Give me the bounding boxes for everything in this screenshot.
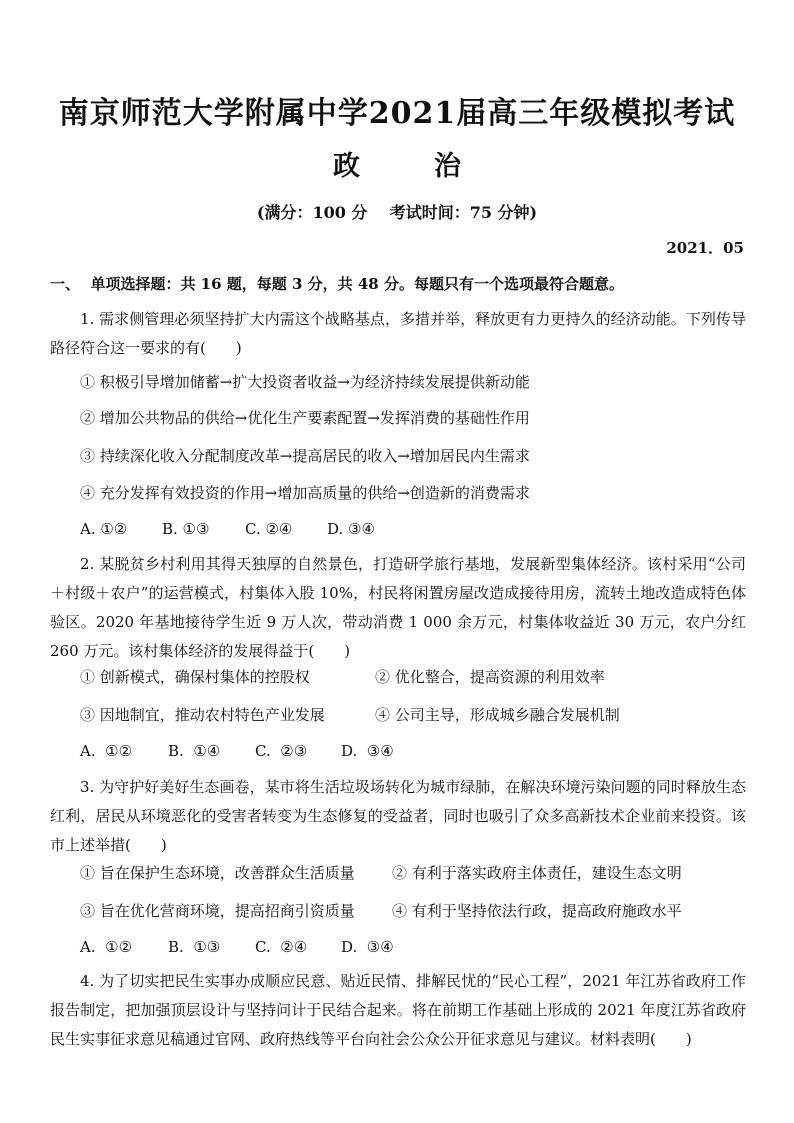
question-1-choice-a: A. ①②: [80, 520, 128, 538]
question-3-choice-c: C. ②④: [255, 938, 308, 956]
question-2-option-1: ① 创新模式，确保村集体的控股权: [80, 668, 310, 686]
question-2-option-2: ② 优化整合，提高资源的利用效率: [375, 668, 605, 686]
question-1-option-1: ① 积极引导增加储蓄→扩大投资者收益→为经济持续发展提供新动能: [80, 373, 530, 391]
question-2-option-3: ③ 因地制宜，推动农村特色产业发展: [80, 706, 325, 724]
section-heading: 一、 单项选择题：共 16 题，每题 3 分，共 48 分。每题只有一个选项最符合题意。: [50, 275, 624, 293]
exam-meta: (满分：100 分 考试时间：75 分钟): [256, 203, 538, 222]
question-1-choice-c: C. ②④: [245, 520, 293, 538]
question-3-choice-a: A. ①②: [80, 938, 133, 956]
question-3-option-4: ④ 有利于坚持依法行政，提高政府施政水平: [392, 902, 682, 920]
subject-char-2: 治: [434, 151, 461, 182]
question-3-option-2: ② 有利于落实政府主体责任，建设生态文明: [392, 864, 682, 882]
question-1-choice-b: B. ①③: [162, 520, 210, 538]
question-1-option-3: ③ 持续深化收入分配制度改革→提高居民的收入→增加居民内生需求: [80, 447, 530, 465]
question-1-option-4: ④ 充分发挥有效投资的作用→增加高质量的供给→创造新的消费需求: [80, 484, 530, 502]
question-3-option-1: ① 旨在保护生态环境，改善群众生活质量: [80, 864, 355, 882]
question-2-option-4: ④ 公司主导，形成城乡融合发展机制: [375, 706, 620, 724]
question-3-choice-d: D. ③④: [341, 938, 394, 956]
question-1-option-2: ② 增加公共物品的供给→优化生产要素配置→发挥消费的基础性作用: [80, 409, 530, 427]
question-1-stem: 1. 需求侧管理必须坚持扩大内需这个战略基点，多措并举，释放更有力更持久的经济动能。下列传导路径符合这一要求的有( ): [50, 310, 746, 357]
question-2-choice-b: B. ①④: [168, 742, 221, 760]
subject-title: [0, 144, 794, 183]
question-3-option-3: ③ 旨在优化营商环境，提高招商引资质量: [80, 902, 355, 920]
question-2-choice-c: C. ②③: [255, 742, 308, 760]
exam-title: 南京师范大学附属中学2021届高三年级模拟考试: [58, 96, 736, 131]
subject-char-1: 政: [333, 151, 360, 182]
question-2-choice-d: D. ③④: [341, 742, 394, 760]
question-1-choice-d: D. ③④: [327, 520, 375, 538]
question-3-stem: 3. 为守护好美好生态画卷，某市将生活垃圾场转化为城市绿肺，在解决环境污染问题的同时释放生态红利，居民从环境恶化的受害者转变为生态修复的受益者，同时也吸引了众多高新技术企业前来投资。该市上述举措( ): [50, 778, 746, 854]
question-4-stem: 4. 为了切实把民生实事办成顺应民意、贴近民情、排解民忧的“民心工程”，2021 年江苏省政府工作报告制定，把加强顶层设计与坚持问计于民结合起来。将在前期工作基础上形成的 2021 年度江苏省政府民生实事征求意见稿通过官网、政府热线等平台向社会公众公开征求意见与建议。材料表明( ): [50, 972, 746, 1048]
question-2-choice-a: A. ①②: [80, 742, 133, 760]
exam-date: 2021．05: [666, 239, 744, 257]
question-2-stem: 2. 某脱贫乡村利用其得天独厚的自然景色，打造研学旅行基地，发展新型集体经济。该村采用“公司＋村级＋农户”的运营模式，村集体入股 10%，村民将闲置房屋改造成接待用房，流转土地改造成特色体验区。2020 年基地接待学生近 9 万人次，带动消费 1 000 余万元，村集体收益近 30 万元，农户分红 260 万元。该村集体经济的发展得益于( ): [50, 555, 746, 660]
question-3-choice-b: B. ①③: [168, 938, 221, 956]
